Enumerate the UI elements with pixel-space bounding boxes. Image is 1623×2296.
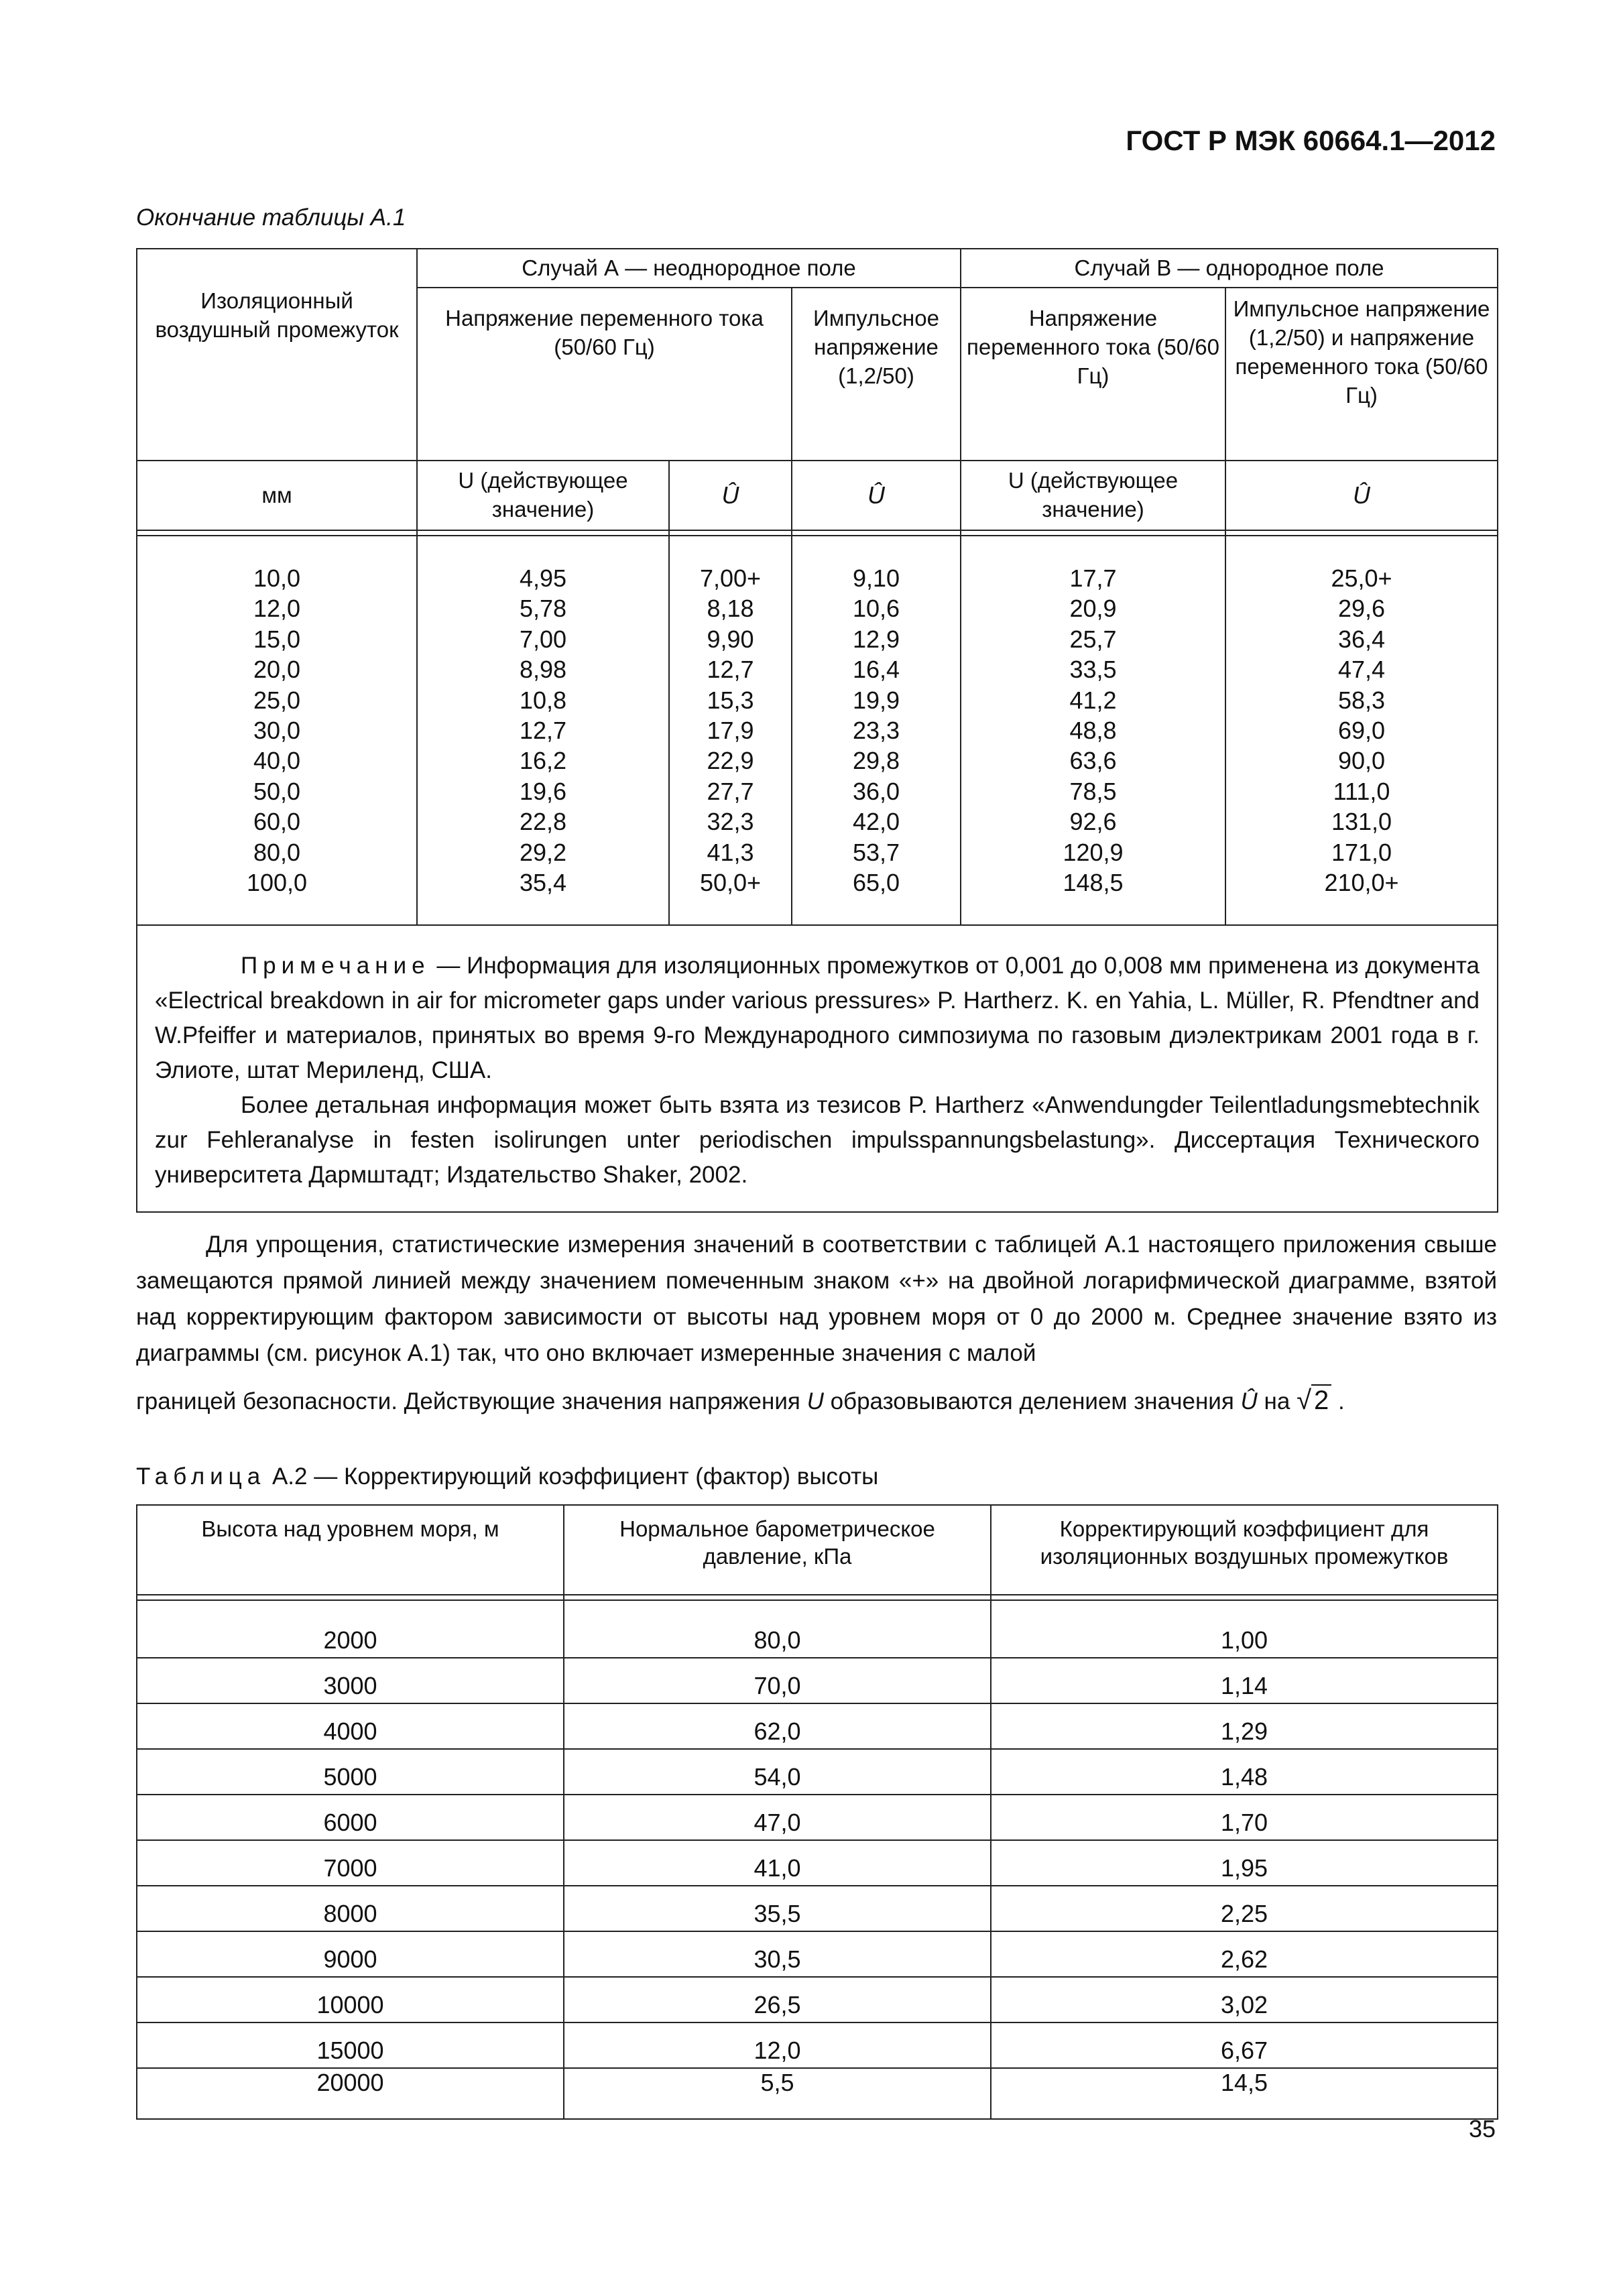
table-row: [137, 1600, 1498, 1658]
table-a1-cell: 90,0: [1337, 747, 1386, 775]
table-a1-cell: 32,3: [707, 808, 754, 836]
table-a1-cell: 48,8: [1069, 717, 1117, 745]
table-a1-cell: 53,7: [852, 838, 900, 866]
table-a1-cell: 20,9: [1069, 595, 1117, 623]
text-segment: образовываются делением значения: [823, 1388, 1241, 1414]
unit-mm: мм: [137, 461, 417, 530]
sqrt-sign: √: [1297, 1386, 1312, 1415]
header-ac-voltage-b: Напряжение переменного тока (50/60 Гц): [961, 288, 1225, 461]
table-a2-cell: 7000: [137, 1840, 564, 1886]
body-paragraph-text: Для упрощения, статистические измерения значений в соответствии с таблицей А.1 настоящего приложения свыше замещаются прямой линией между значением помеченным знаком «+» на двойной логарифмической диаграмме, взятой над корректирующим фактором зависимости от высоты над уровнем моря от 0 до 2000 м. Среднее значение взято из диаграммы (см. рисунок А.1) так, что оно включает измеренные значения с малой: [136, 1231, 1497, 1366]
table-a2-cell: 9000: [137, 1931, 564, 1977]
table-a1-cell: 8,98: [519, 656, 567, 684]
table-a1-cell: 69,0: [1337, 717, 1386, 745]
table-a2-cell: 47,0: [564, 1795, 991, 1840]
page-number: 35: [1468, 2115, 1496, 2142]
table-a2-cell: 2,62: [991, 1931, 1498, 1977]
table-a1-data-row: [137, 536, 1498, 925]
unit-u-rms-b: U (действующее значение): [961, 461, 1225, 530]
table-a1-cell: 8,18: [707, 595, 754, 623]
table-a1-cell: 33,5: [1069, 656, 1117, 684]
unit-u-peak-b: Û: [1225, 461, 1498, 530]
table-a2-cell: 26,5: [564, 1977, 991, 2022]
table-row: [137, 1977, 1498, 2022]
table-a1-cell: 131,0: [1331, 808, 1392, 836]
table-row: [137, 1931, 1498, 1977]
header-impulse-voltage-a: Импульсное напряжение (1,2/50): [792, 288, 961, 461]
table-a2: [136, 1504, 1498, 2120]
table-a2-cell: 3,02: [991, 1977, 1498, 2022]
table-a2-cell: 1,14: [991, 1658, 1498, 1703]
table-a1-cell: 20,0: [253, 656, 301, 684]
note-paragraph-2: Более детальная информация может быть взята из тезисов P. Hartherz «Anwendungder Teilentladungsmebtechnik zur Fehleranalyse in festen isolirungen unter periodischen impulsspannungsbelastung». Диссертация Технического университета Дармштадт; Издательство Shaker, 2002.: [155, 1092, 1480, 1189]
table-a1-cell: 15,3: [707, 686, 754, 714]
table-a1-cell: 120,9: [1063, 838, 1124, 866]
header-case-b: Случай В — однородное поле: [961, 249, 1498, 288]
table-a1-cell: 7,00+: [699, 564, 762, 592]
document-code: ГОСТ Р МЭК 60664.1—2012: [1126, 125, 1496, 156]
table-a1-cell: 4,95: [519, 564, 567, 592]
table-a2-cell: 62,0: [564, 1703, 991, 1749]
table2-caption-label: Таблица: [136, 1463, 266, 1490]
table-a2-cell: 12,0: [564, 2022, 991, 2068]
note-label: Примечание: [241, 953, 430, 979]
table-a1-cell: 9,10: [852, 564, 900, 592]
col-impulse-a-values: [792, 536, 961, 925]
table-a1-cell: 12,7: [519, 717, 567, 745]
col-gap-values: [137, 536, 417, 925]
table-a1-cell: 65,0: [852, 869, 900, 897]
table-a1-cell: 40,0: [253, 747, 301, 775]
table-a1-cell: 9,90: [707, 625, 754, 653]
table-a1-cell: 58,3: [1337, 686, 1386, 714]
table2-caption-text: А.2 — Корректирующий коэффициент (фактор) высоты: [265, 1463, 879, 1490]
table-a2-cell: 1,29: [991, 1703, 1498, 1749]
table-a1-cell: 42,0: [852, 808, 900, 836]
table-a1-cell: 12,0: [253, 595, 301, 623]
table-a2-cell: 30,5: [564, 1931, 991, 1977]
header-pressure: Нормальное барометрическое давление, кПа: [564, 1505, 991, 1595]
table-a2-cell: 1,00: [991, 1600, 1498, 1658]
table-a1-cell: 22,9: [707, 747, 754, 775]
table-a1-cell: 23,3: [852, 717, 900, 745]
table-a2-cell: 5000: [137, 1749, 564, 1795]
text-segment: границей безопасности. Действующие значения напряжения: [136, 1388, 807, 1414]
table-a1-cell: 80,0: [253, 838, 301, 866]
table2-caption: [136, 1463, 878, 1490]
table-a1-cell: 16,2: [519, 747, 567, 775]
header-ac-voltage-a: Напряжение переменного тока (50/60 Гц): [417, 288, 792, 461]
table-a1-cell: 171,0: [1331, 838, 1392, 866]
table-a2-cell: 54,0: [564, 1749, 991, 1795]
table-a1-cell: 47,4: [1337, 656, 1386, 684]
table-a1-cell: 111,0: [1333, 777, 1390, 805]
table-a2-cell: 2,25: [991, 1886, 1498, 1931]
table-a1-cell: 27,7: [707, 777, 754, 805]
table-row: [137, 1840, 1498, 1886]
table-a2-cell: 5,5: [564, 2068, 991, 2119]
sqrt-two: [1297, 1382, 1331, 1418]
table-a1-cell: 16,4: [852, 656, 900, 684]
table-a1-cell: 36,0: [852, 777, 900, 805]
table-a1-cell: 10,0: [253, 564, 301, 592]
unit-u-rms-a: U (действующее значение): [417, 461, 669, 530]
col-ac-peak-a-values: [669, 536, 792, 925]
table-a1-cell: 78,5: [1069, 777, 1117, 805]
table-row: [137, 2022, 1498, 2068]
table-a2-cell: 1,95: [991, 1840, 1498, 1886]
table-a1-cell: 17,9: [707, 717, 754, 745]
unit-u-peak-a2: Û: [792, 461, 961, 530]
table-a2-cell: 1,70: [991, 1795, 1498, 1840]
table-a1-cell: 29,2: [519, 838, 567, 866]
table-a2-cell: 2000: [137, 1600, 564, 1658]
body-paragraph: [136, 1227, 1497, 1420]
table-a1-cell: 63,6: [1069, 747, 1117, 775]
col-ac-rms-b-values: [961, 536, 1225, 925]
sqrt-radicand: 2: [1311, 1384, 1331, 1415]
body-paragraph-last-line: [136, 1382, 1497, 1420]
table-a1-cell: 19,6: [519, 777, 567, 805]
table-a1-note: [137, 925, 1498, 1212]
table-a1-cell: 35,4: [519, 869, 567, 897]
table-row: [137, 1749, 1498, 1795]
table-a2-cell: 35,5: [564, 1886, 991, 1931]
table-row: [137, 1886, 1498, 1931]
table-a2-cell: 80,0: [564, 1600, 991, 1658]
table-a1-cell: 50,0+: [699, 869, 762, 897]
header-impulse-ac-b: Импульсное напряжение (1,2/50) и напряжение переменного тока (50/60 Гц): [1225, 288, 1498, 461]
table-a1-cell: 100,0: [246, 869, 308, 897]
table-a2-cell: 3000: [137, 1658, 564, 1703]
table-a1-cell: 17,7: [1069, 564, 1117, 592]
note-paragraph-1: — Информация для изоляционных промежутков от 0,001 до 0,008 мм применена из документа «Electrical breakdown in air for micrometer gaps under various pressures» P. Hartherz. K. en Yahia, L. Müller, R. Pfendtner and W.Pfeiffer и материалов, принятых во время 9-го Международного симпозиума по газовым диэлектрикам 2001 года в г. Элиоте, штат Мериленд, США.: [155, 953, 1480, 1084]
col-impulse-b-values: [1225, 536, 1498, 925]
table-a1-cell: 5,78: [519, 595, 567, 623]
table-a1-cell: 41,2: [1069, 686, 1117, 714]
table-a1: [136, 248, 1498, 1213]
table-a1-cell: 25,7: [1069, 625, 1117, 653]
table-a2-cell: 20000: [137, 2068, 564, 2119]
table-a1-cell: 30,0: [253, 717, 301, 745]
header-correction-factor: Корректирующий коэффициент для изоляционных воздушных промежутков: [991, 1505, 1498, 1595]
table-row: [137, 1658, 1498, 1703]
header-insulation-gap: Изоляционный воздушный промежуток: [137, 249, 417, 461]
table-a2-cell: 6000: [137, 1795, 564, 1840]
table-row: [137, 1703, 1498, 1749]
table-a1-cell: 22,8: [519, 808, 567, 836]
table1-caption: Окончание таблицы А.1: [136, 204, 406, 231]
table-a1-cell: 19,9: [852, 686, 900, 714]
unit-u-peak-a1: Û: [669, 461, 792, 530]
table-a1-cell: 12,7: [707, 656, 754, 684]
table-a1-cell: 25,0: [253, 686, 301, 714]
table-a2-cell: 10000: [137, 1977, 564, 2022]
table-a1-cell: 10,8: [519, 686, 567, 714]
table-row: [137, 1795, 1498, 1840]
header-altitude: Высота над уровнем моря, м: [137, 1505, 564, 1595]
table-a1-cell: 15,0: [253, 625, 301, 653]
table-a1-cell: 60,0: [253, 808, 301, 836]
table-a2-cell: 70,0: [564, 1658, 991, 1703]
symbol-u-peak: Û: [1240, 1388, 1258, 1414]
symbol-u: U: [806, 1388, 824, 1414]
table-a2-cell: 6,67: [991, 2022, 1498, 2068]
table-a2-cell: 15000: [137, 2022, 564, 2068]
table-a1-cell: 148,5: [1063, 869, 1124, 897]
table-a2-cell: 8000: [137, 1886, 564, 1931]
table-a2-cell: 41,0: [564, 1840, 991, 1886]
table-a2-cell: 1,48: [991, 1749, 1498, 1795]
table-a1-cell: 210,0+: [1324, 869, 1399, 897]
table-a1-cell: 50,0: [253, 777, 301, 805]
table-a1-cell: 92,6: [1069, 808, 1117, 836]
table-a1-cell: 41,3: [707, 838, 754, 866]
col-ac-rms-a-values: [417, 536, 669, 925]
table-a1-cell: 29,8: [852, 747, 900, 775]
table-row: [137, 2068, 1498, 2119]
table-a1-cell: 36,4: [1337, 625, 1386, 653]
header-case-a: Случай А — неоднородное поле: [417, 249, 961, 288]
table-a1-cell: 12,9: [852, 625, 900, 653]
table-a1-cell: 7,00: [519, 625, 567, 653]
table-a2-cell: 14,5: [991, 2068, 1498, 2119]
table-a1-cell: 29,6: [1337, 595, 1386, 623]
table-a1-cell: 25,0+: [1331, 564, 1392, 592]
table-a1-cell: 10,6: [852, 595, 900, 623]
table-a2-cell: 4000: [137, 1703, 564, 1749]
text-segment: .: [1331, 1388, 1345, 1414]
text-segment: на: [1257, 1388, 1297, 1414]
